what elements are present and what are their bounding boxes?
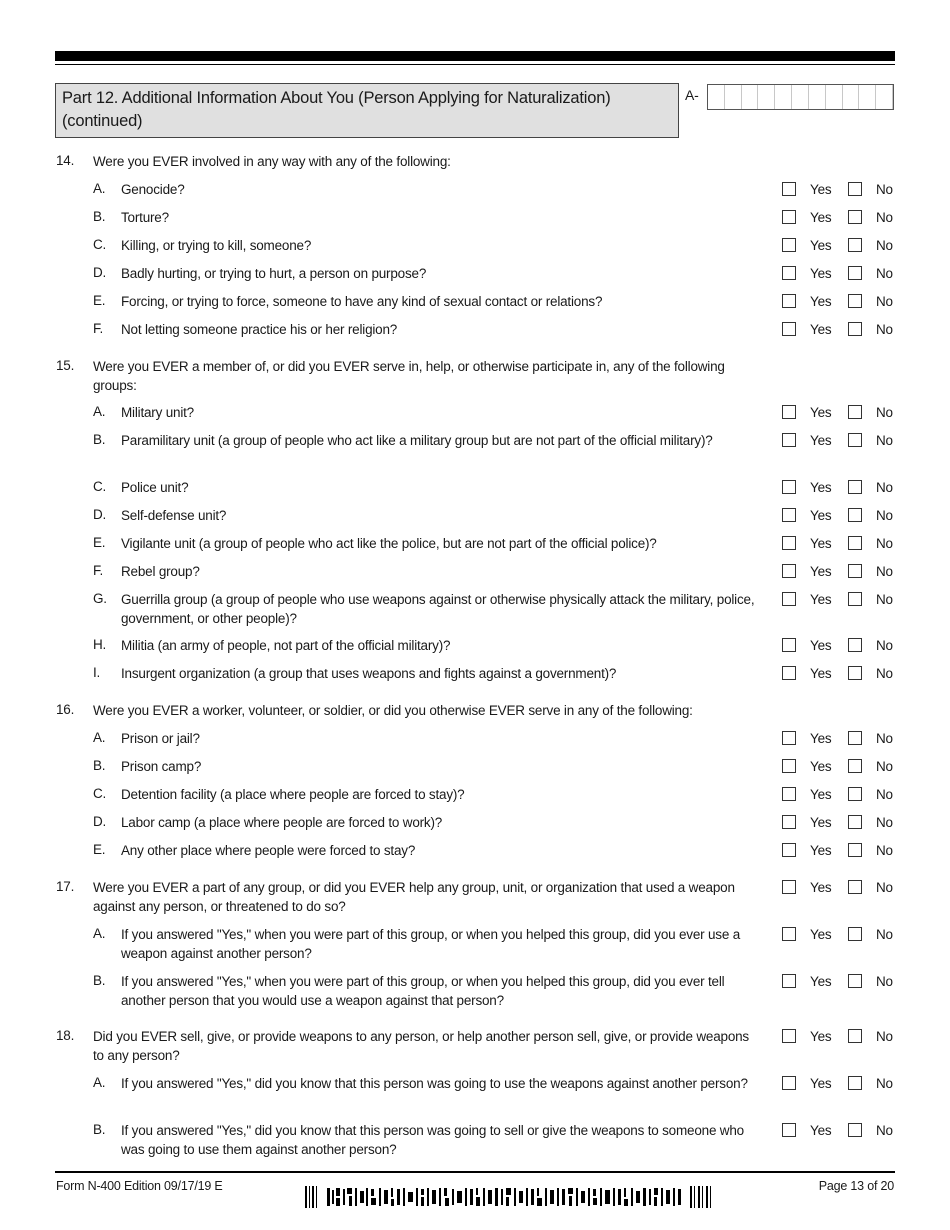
- subitem-text: Guerrilla group (a group of people who use weapons against or otherwise physically attack the military, police, government, or other people)?: [121, 592, 755, 626]
- no-label: No: [876, 433, 893, 448]
- yes-checkbox[interactable]: [782, 666, 796, 680]
- yes-no-answer: [782, 479, 897, 497]
- yes-checkbox[interactable]: [782, 182, 796, 196]
- no-label: No: [876, 592, 893, 607]
- yes-no-answer: [782, 1028, 897, 1046]
- yes-checkbox[interactable]: [782, 1029, 796, 1043]
- no-checkbox[interactable]: [848, 564, 862, 578]
- yes-checkbox[interactable]: [782, 843, 796, 857]
- no-label: No: [876, 182, 893, 197]
- no-label: No: [876, 508, 893, 523]
- yes-label: Yes: [810, 666, 832, 681]
- yes-checkbox[interactable]: [782, 1076, 796, 1090]
- subitem-letter: A.: [93, 730, 106, 745]
- yes-checkbox[interactable]: [782, 266, 796, 280]
- footer-rule: [55, 1171, 895, 1173]
- no-checkbox[interactable]: [848, 294, 862, 308]
- yes-label: Yes: [810, 638, 832, 653]
- yes-label: Yes: [810, 1076, 832, 1091]
- yes-checkbox[interactable]: [782, 731, 796, 745]
- no-checkbox[interactable]: [848, 322, 862, 336]
- top-thick-rule: [55, 51, 895, 61]
- subitem-letter: B.: [93, 973, 106, 988]
- a-number-field[interactable]: [707, 84, 894, 110]
- subitem-text: Military unit?: [121, 405, 194, 420]
- yes-label: Yes: [810, 927, 832, 942]
- yes-no-answer: [782, 591, 897, 609]
- yes-no-answer: [782, 293, 897, 311]
- yes-no-answer: [782, 1075, 897, 1093]
- no-checkbox[interactable]: [848, 927, 862, 941]
- form-edition: Form N-400 Edition 09/17/19 E: [56, 1179, 223, 1193]
- yes-checkbox[interactable]: [782, 974, 796, 988]
- yes-no-answer: [782, 1122, 897, 1140]
- yes-no-answer: [782, 265, 897, 283]
- yes-checkbox[interactable]: [782, 564, 796, 578]
- subitem-letter: G.: [93, 591, 107, 606]
- no-label: No: [876, 238, 893, 253]
- subitem-text: Torture?: [121, 210, 169, 225]
- no-checkbox[interactable]: [848, 405, 862, 419]
- no-checkbox[interactable]: [848, 815, 862, 829]
- question-number: 14.: [56, 153, 75, 168]
- no-label: No: [876, 405, 893, 420]
- subitem-text: Militia (an army of people, not part of the official military)?: [121, 638, 451, 653]
- subitem-letter: H.: [93, 637, 107, 652]
- yes-checkbox[interactable]: [782, 927, 796, 941]
- subitem-letter: C.: [93, 237, 107, 252]
- yes-label: Yes: [810, 974, 832, 989]
- subitem-letter: D.: [93, 814, 107, 829]
- no-checkbox[interactable]: [848, 974, 862, 988]
- yes-label: Yes: [810, 536, 832, 551]
- subitem-text: Badly hurting, or trying to hurt, a person on purpose?: [121, 266, 427, 281]
- no-checkbox[interactable]: [848, 787, 862, 801]
- subitem-text: Detention facility (a place where people are forced to stay)?: [121, 787, 465, 802]
- no-checkbox[interactable]: [848, 508, 862, 522]
- subitem-text: Killing, or trying to kill, someone?: [121, 238, 312, 253]
- subitem-letter: F.: [93, 563, 104, 578]
- subitem-text: If you answered "Yes," did you know that this person was going to sell or give the weapons to someone who was going to use them against another person?: [121, 1123, 744, 1157]
- yes-label: Yes: [810, 787, 832, 802]
- subitem-text: Not letting someone practice his or her religion?: [121, 322, 398, 337]
- yes-checkbox[interactable]: [782, 880, 796, 894]
- no-label: No: [876, 666, 893, 681]
- yes-checkbox[interactable]: [782, 294, 796, 308]
- yes-label: Yes: [810, 759, 832, 774]
- question-number: 18.: [56, 1028, 75, 1043]
- subitem-text: If you answered "Yes," when you were part of this group, or when you helped this group, did you ever tell another person that you would use a weapon against that person?: [121, 974, 725, 1008]
- yes-no-answer: [782, 507, 897, 525]
- yes-no-answer: [782, 237, 897, 255]
- yes-checkbox[interactable]: [782, 1123, 796, 1137]
- question-text: Were you EVER involved in any way with any of the following:: [93, 154, 451, 169]
- yes-checkbox[interactable]: [782, 405, 796, 419]
- yes-label: Yes: [810, 880, 832, 895]
- a-number-label: A-: [685, 87, 699, 103]
- yes-no-answer: [782, 973, 897, 991]
- yes-no-answer: [782, 879, 897, 897]
- subitem-text: Police unit?: [121, 480, 189, 495]
- subitem-letter: B.: [93, 432, 106, 447]
- no-checkbox[interactable]: [848, 1076, 862, 1090]
- no-checkbox[interactable]: [848, 238, 862, 252]
- yes-no-answer: [782, 730, 897, 748]
- yes-no-answer: [782, 758, 897, 776]
- yes-checkbox[interactable]: [782, 815, 796, 829]
- yes-no-answer: [782, 842, 897, 860]
- subitem-letter: I.: [93, 665, 101, 680]
- yes-label: Yes: [810, 1029, 832, 1044]
- yes-label: Yes: [810, 480, 832, 495]
- yes-label: Yes: [810, 592, 832, 607]
- subitem-text: Any other place where people were forced to stay?: [121, 843, 416, 858]
- yes-checkbox[interactable]: [782, 433, 796, 447]
- no-checkbox[interactable]: [848, 666, 862, 680]
- yes-label: Yes: [810, 1123, 832, 1138]
- subitem-text: If you answered "Yes," did you know that this person was going to use the weapons against another person?: [121, 1076, 748, 1091]
- question-text: Were you EVER a member of, or did you EVER serve in, help, or otherwise participate in, any of the following groups:: [93, 359, 725, 393]
- subitem-text: Insurgent organization (a group that uses weapons and fights against a government)?: [121, 666, 617, 681]
- subitem-letter: B.: [93, 758, 106, 773]
- yes-label: Yes: [810, 815, 832, 830]
- yes-checkbox[interactable]: [782, 759, 796, 773]
- question-number: 17.: [56, 879, 75, 894]
- subitem-text: Prison or jail?: [121, 731, 200, 746]
- no-label: No: [876, 880, 893, 895]
- no-label: No: [876, 974, 893, 989]
- no-checkbox[interactable]: [848, 536, 862, 550]
- yes-checkbox[interactable]: [782, 638, 796, 652]
- no-checkbox[interactable]: [848, 182, 862, 196]
- question-number: 15.: [56, 358, 75, 373]
- subitem-text: Rebel group?: [121, 564, 200, 579]
- no-label: No: [876, 536, 893, 551]
- no-label: No: [876, 266, 893, 281]
- yes-label: Yes: [810, 182, 832, 197]
- subitem-text: If you answered "Yes," when you were part of this group, or when you helped this group, did you ever use a weapon against another person?: [121, 927, 741, 961]
- subitem-text: Labor camp (a place where people are forced to work)?: [121, 815, 443, 830]
- top-thin-rule: [55, 64, 895, 65]
- no-checkbox[interactable]: [848, 1029, 862, 1043]
- question-text: Were you EVER a worker, volunteer, or soldier, or did you otherwise EVER serve in any of the following:: [93, 703, 693, 718]
- yes-label: Yes: [810, 210, 832, 225]
- no-checkbox[interactable]: [848, 1123, 862, 1137]
- yes-no-answer: [782, 665, 897, 683]
- yes-label: Yes: [810, 508, 832, 523]
- yes-no-answer: [782, 814, 897, 832]
- yes-checkbox[interactable]: [782, 536, 796, 550]
- subitem-letter: A.: [93, 1075, 106, 1090]
- yes-label: Yes: [810, 405, 832, 420]
- subitem-text: Self-defense unit?: [121, 508, 227, 523]
- yes-no-answer: [782, 786, 897, 804]
- subitem-letter: A.: [93, 926, 106, 941]
- yes-label: Yes: [810, 322, 832, 337]
- yes-label: Yes: [810, 731, 832, 746]
- yes-label: Yes: [810, 433, 832, 448]
- question-text: Were you EVER a part of any group, or did you EVER help any group, unit, or organization that used a weapon against any person, or threatened to do so?: [93, 880, 735, 914]
- subitem-text: Vigilante unit (a group of people who act like the police, but are not part of the official police)?: [121, 536, 657, 551]
- no-checkbox[interactable]: [848, 433, 862, 447]
- yes-label: Yes: [810, 238, 832, 253]
- no-label: No: [876, 480, 893, 495]
- subitem-letter: C.: [93, 479, 107, 494]
- no-label: No: [876, 731, 893, 746]
- yes-no-answer: [782, 321, 897, 339]
- no-label: No: [876, 322, 893, 337]
- subitem-letter: B.: [93, 1122, 106, 1137]
- barcode-image: [305, 1186, 713, 1208]
- no-label: No: [876, 210, 893, 225]
- yes-no-answer: [782, 637, 897, 655]
- subitem-letter: E.: [93, 842, 106, 857]
- no-checkbox[interactable]: [848, 880, 862, 894]
- subitem-letter: C.: [93, 786, 107, 801]
- no-checkbox[interactable]: [848, 210, 862, 224]
- no-label: No: [876, 1029, 893, 1044]
- part-title: Part 12. Additional Information About You (Person Applying for Naturalization) (continued): [55, 83, 679, 138]
- yes-no-answer: [782, 563, 897, 581]
- no-label: No: [876, 1076, 893, 1091]
- subitem-text: Prison camp?: [121, 759, 202, 774]
- no-label: No: [876, 564, 893, 579]
- subitem-letter: A.: [93, 181, 106, 196]
- yes-checkbox[interactable]: [782, 480, 796, 494]
- no-label: No: [876, 294, 893, 309]
- no-checkbox[interactable]: [848, 592, 862, 606]
- yes-label: Yes: [810, 843, 832, 858]
- no-label: No: [876, 638, 893, 653]
- subitem-text: Genocide?: [121, 182, 185, 197]
- question-number: 16.: [56, 702, 75, 717]
- question-text: Did you EVER sell, give, or provide weapons to any person, or help another person sell, give, or provide weapons to any person?: [93, 1029, 749, 1063]
- yes-no-answer: [782, 535, 897, 553]
- no-label: No: [876, 927, 893, 942]
- subitem-text: Paramilitary unit (a group of people who act like a military group but are not part of the official military)?: [121, 433, 713, 448]
- subitem-letter: E.: [93, 293, 106, 308]
- no-label: No: [876, 815, 893, 830]
- yes-no-answer: [782, 209, 897, 227]
- yes-no-answer: [782, 432, 897, 450]
- no-checkbox[interactable]: [848, 638, 862, 652]
- yes-checkbox[interactable]: [782, 787, 796, 801]
- no-label: No: [876, 759, 893, 774]
- subitem-letter: D.: [93, 507, 107, 522]
- yes-no-answer: [782, 404, 897, 422]
- no-label: No: [876, 1123, 893, 1138]
- yes-checkbox[interactable]: [782, 592, 796, 606]
- yes-checkbox[interactable]: [782, 238, 796, 252]
- no-checkbox[interactable]: [848, 480, 862, 494]
- no-checkbox[interactable]: [848, 731, 862, 745]
- subitem-letter: D.: [93, 265, 107, 280]
- no-label: No: [876, 843, 893, 858]
- yes-checkbox[interactable]: [782, 508, 796, 522]
- subitem-letter: B.: [93, 209, 106, 224]
- subitem-letter: E.: [93, 535, 106, 550]
- yes-label: Yes: [810, 266, 832, 281]
- subitem-text: Forcing, or trying to force, someone to have any kind of sexual contact or relations?: [121, 294, 603, 309]
- page-number: Page 13 of 20: [818, 1179, 894, 1193]
- yes-no-answer: [782, 181, 897, 199]
- no-checkbox[interactable]: [848, 759, 862, 773]
- no-checkbox[interactable]: [848, 266, 862, 280]
- no-label: No: [876, 787, 893, 802]
- subitem-letter: F.: [93, 321, 104, 336]
- subitem-letter: A.: [93, 404, 106, 419]
- yes-label: Yes: [810, 294, 832, 309]
- no-checkbox[interactable]: [848, 843, 862, 857]
- yes-checkbox[interactable]: [782, 210, 796, 224]
- yes-no-answer: [782, 926, 897, 944]
- yes-checkbox[interactable]: [782, 322, 796, 336]
- yes-label: Yes: [810, 564, 832, 579]
